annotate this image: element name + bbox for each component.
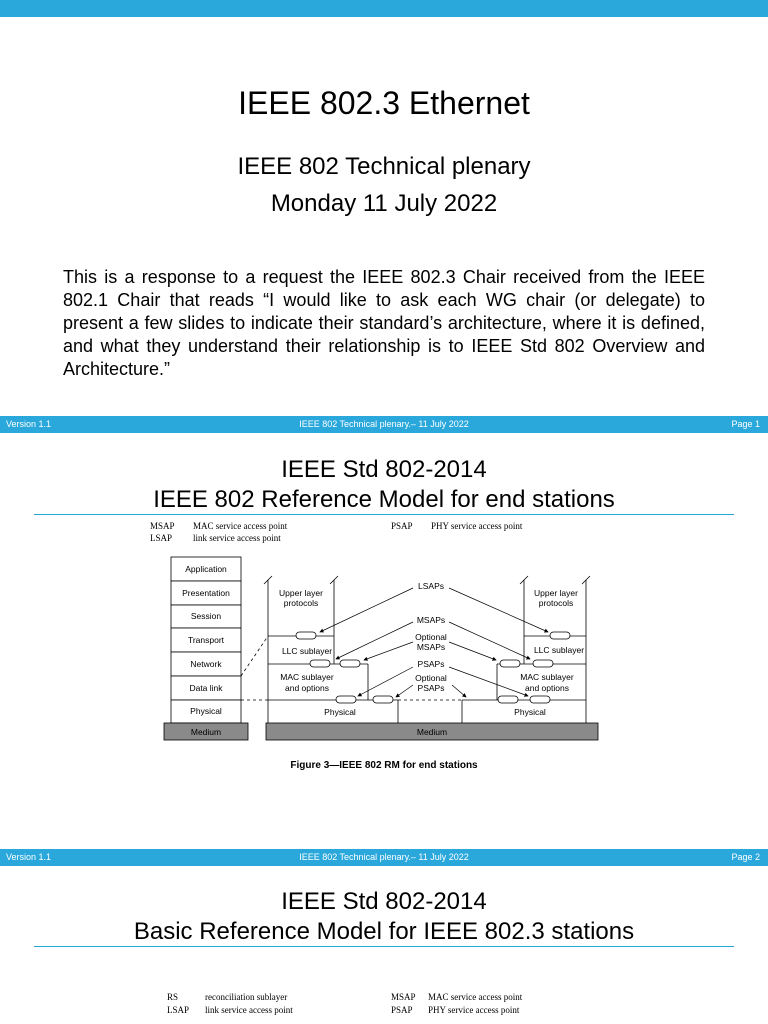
legend-msap-desc: MAC service access point [428, 992, 523, 1002]
legend-msap-abbr: MSAP [150, 521, 175, 531]
legend-rs-abbr: RS [167, 992, 179, 1002]
center-psaps-label: PSAPs [417, 659, 445, 669]
legend-lsap-abbr: LSAP [167, 1005, 190, 1015]
left-llc-label: LLC sublayer [281, 646, 333, 656]
footer-center-text: IEEE 802 Technical plenary.– 11 July 2022 [299, 852, 469, 862]
left-upper-layer-label: Upper layer [279, 588, 323, 598]
slide2-title-line1: IEEE Std 802-2014 [281, 456, 487, 483]
slide1-date: Monday 11 July 2022 [270, 190, 498, 217]
right-msap-ellipse-1 [500, 660, 520, 667]
reference-model-diagram [0, 514, 768, 778]
center-lsaps-label: LSAPs [418, 581, 444, 591]
legend-psap-abbr: PSAP [391, 521, 413, 531]
footer-page-number: Page 1 [731, 419, 760, 429]
figure-caption: Figure 3—IEEE 802 RM for end stations [290, 760, 478, 771]
medium-label: Medium [416, 727, 448, 737]
arrow-psaps-left [358, 667, 413, 696]
legend-rs-desc: reconciliation sublayer [205, 992, 288, 1002]
right-llc-label: LLC sublayer [533, 645, 585, 655]
legend-psap-abbr: PSAP [391, 1005, 413, 1015]
right-upper-layer-label: Upper layer [534, 588, 578, 598]
center-optional-psaps-line1: Optional [415, 673, 447, 683]
arrow-msaps-left [336, 622, 413, 659]
slide2-footer [0, 849, 768, 866]
slide3-title-line1: IEEE Std 802-2014 [281, 888, 487, 915]
arrow-psaps-right [449, 667, 528, 696]
osi-label-medium: Medium [190, 727, 222, 737]
slide3-title [0, 887, 768, 947]
footer-version: Version 1.1 [6, 419, 52, 429]
osi-label-application: Application [185, 564, 227, 574]
slide3-legend [0, 985, 768, 1024]
slide2-title-line2: IEEE 802 Reference Model for end stations [153, 486, 615, 513]
slide3-title-line2: Basic Reference Model for IEEE 802.3 stations [133, 918, 635, 945]
legend-psap-desc: PHY service access point [428, 1005, 520, 1015]
arrow-opt-msaps-right [449, 642, 496, 660]
right-psap-ellipse-1 [498, 696, 518, 703]
slide3-title-rule [34, 946, 734, 947]
legend-msap-abbr: MSAP [391, 992, 416, 1002]
arrow-opt-psaps-right [452, 685, 466, 697]
osi-label-transport: Transport [187, 635, 225, 645]
right-psap-ellipse-2 [530, 696, 550, 703]
left-psap-ellipse-1 [336, 696, 356, 703]
legend-psap-desc: PHY service access point [431, 521, 523, 531]
slide1-title: IEEE 802.3 Ethernet [238, 85, 530, 121]
center-msaps-label: MSAPs [416, 615, 446, 625]
arrow-opt-psaps-left [396, 685, 413, 697]
left-psap-ellipse-2 [373, 696, 393, 703]
right-mac-label: MAC sublayer [520, 672, 574, 682]
slide1-footer [0, 416, 768, 433]
center-optional-psaps-line2: PSAPs [417, 683, 445, 693]
left-lsap-ellipse [296, 632, 316, 639]
right-lsap-ellipse [550, 632, 570, 639]
osi-label-session: Session [190, 611, 222, 621]
osi-label-data-link: Data link [189, 683, 223, 693]
dashed-link-datalink [241, 636, 268, 676]
right-protocols-label: protocols [538, 598, 574, 608]
right-msap-ellipse-2 [533, 660, 553, 667]
arrow-opt-msaps-left [364, 642, 413, 660]
left-options-label: and options [285, 683, 329, 693]
legend-lsap-abbr: LSAP [150, 533, 173, 543]
left-physical-label: Physical [324, 707, 356, 717]
center-optional-msaps-line2: MSAPs [416, 642, 446, 652]
right-physical-label: Physical [514, 707, 546, 717]
footer-page-number: Page 2 [731, 852, 760, 862]
footer-center-text: IEEE 802 Technical plenary.– 11 July 2022 [299, 419, 469, 429]
slide2-title [0, 455, 768, 515]
left-msap-ellipse-2 [340, 660, 360, 667]
right-options-label: and options [525, 683, 569, 693]
slide1-subtitle: IEEE 802 Technical plenary [237, 153, 531, 180]
legend-lsap-desc: link service access point [193, 533, 281, 543]
left-mac-label: MAC sublayer [280, 672, 334, 682]
osi-label-network: Network [190, 659, 222, 669]
legend-lsap-desc: link service access point [205, 1005, 293, 1015]
legend-msap-desc: MAC service access point [193, 521, 288, 531]
slide1-top-bar [0, 0, 768, 17]
osi-label-presentation: Presentation [182, 588, 230, 598]
arrow-msaps-right [449, 622, 530, 659]
left-msap-ellipse-1 [310, 660, 330, 667]
footer-version: Version 1.1 [6, 852, 52, 862]
osi-label-physical: Physical [190, 706, 222, 716]
center-optional-msaps-line1: Optional [415, 632, 447, 642]
left-protocols-label: protocols [283, 598, 319, 608]
slide1-body-text: This is a response to a request the IEEE 802.3 Chair received from the IEEE 802.1 Chair that reads “I would like to ask each WG chair (or delegate) to present a few slides to indicate their standard’s architecture, where it is defined, and what they understand their relationship is to IEEE Std 802 Overview and Architecture.” [63, 267, 705, 379]
